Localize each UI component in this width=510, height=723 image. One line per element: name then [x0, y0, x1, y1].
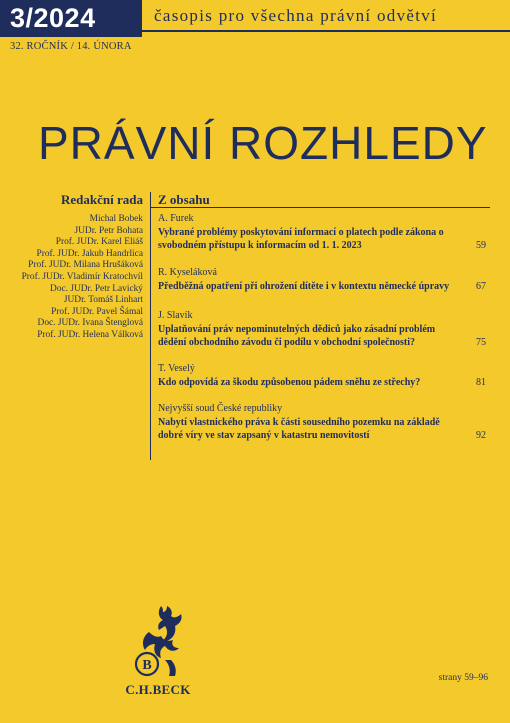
editorial-board-heading: Redakční rada: [61, 192, 143, 207]
entry-title: Vybrané problémy poskytování informací o platech podle zákona o svobodném přístupu k informacím od 1. 1. 2023: [158, 227, 444, 251]
board-member: Prof. JUDr. Vladimír Kratochvíl: [21, 271, 143, 282]
page-range: strany 59–96: [438, 673, 488, 683]
board-member: Doc. JUDr. Petr Lavický: [50, 283, 143, 294]
contents-heading: Z obsahu: [158, 192, 210, 207]
entry-page: 92: [476, 430, 486, 441]
entry-title: Uplatňování práv nepominutelných dědiců jako zásadní problém dědění obchodního závodu či podílu v obchodní společnosti?: [158, 324, 436, 348]
editorial-board-list: [22, 214, 143, 342]
publisher-badge-letter: B: [142, 658, 152, 673]
board-member: Prof. JUDr. Pavel Šámal: [51, 306, 143, 317]
journal-tagline: časopis pro všechna právní odvětví: [154, 6, 438, 25]
entry-page: 59: [476, 240, 486, 251]
entry-page: 67: [476, 281, 486, 292]
board-member: Doc. JUDr. Ivana Štenglová: [37, 318, 143, 329]
contents-entry: [158, 310, 488, 349]
board-member: JUDr. Tomáš Linhart: [63, 295, 143, 306]
entry-author: J. Slavík: [158, 310, 193, 321]
column-divider: [150, 192, 151, 460]
board-member: Prof. JUDr. Karel Eliáš: [55, 237, 143, 248]
board-member: Prof. JUDr. Helena Válková: [37, 329, 143, 340]
contents-entry: [158, 363, 488, 390]
entry-page: 75: [476, 337, 486, 348]
entry-title: Kdo odpovídá za škodu způsobenou pádem sněhu ze střechy?: [158, 377, 421, 388]
entry-title: Předběžná opatření při ohrožení dítěte i v kontextu německé úpravy: [158, 281, 450, 292]
journal-title: PRÁVNÍ ROZHLEDY: [38, 117, 488, 169]
board-member: Prof. JUDr. Milana Hrušáková: [28, 260, 143, 271]
entry-author: T. Veselý: [158, 363, 195, 374]
volume-date: 32. ROČNÍK / 14. ÚNORA: [10, 41, 132, 52]
board-member: Michal Bobek: [89, 214, 143, 224]
entry-author: R. Kyseláková: [158, 267, 217, 278]
board-member: Prof. JUDr. Jakub Handrlica: [36, 248, 143, 259]
publisher-logo: [113, 602, 203, 710]
publisher-name: C.H.BECK: [125, 682, 191, 697]
contents-entry: [158, 267, 488, 294]
header-rule: [142, 30, 510, 32]
entry-author: A. Furek: [158, 213, 194, 224]
contents-entry: [158, 213, 488, 252]
board-member: JUDr. Petr Bohata: [74, 225, 143, 236]
contents-entry: [158, 403, 488, 442]
contents-rule: [150, 207, 490, 208]
entry-page: 81: [476, 377, 486, 388]
issue-number: 3/2024: [0, 0, 142, 37]
entry-author: Nejvyšší soud České republiky: [158, 403, 283, 414]
entry-title: Nabytí vlastnického práva k části sousedního pozemku na základě dobré víry ve stav zapsaný v katastru nemovitostí: [158, 417, 440, 441]
